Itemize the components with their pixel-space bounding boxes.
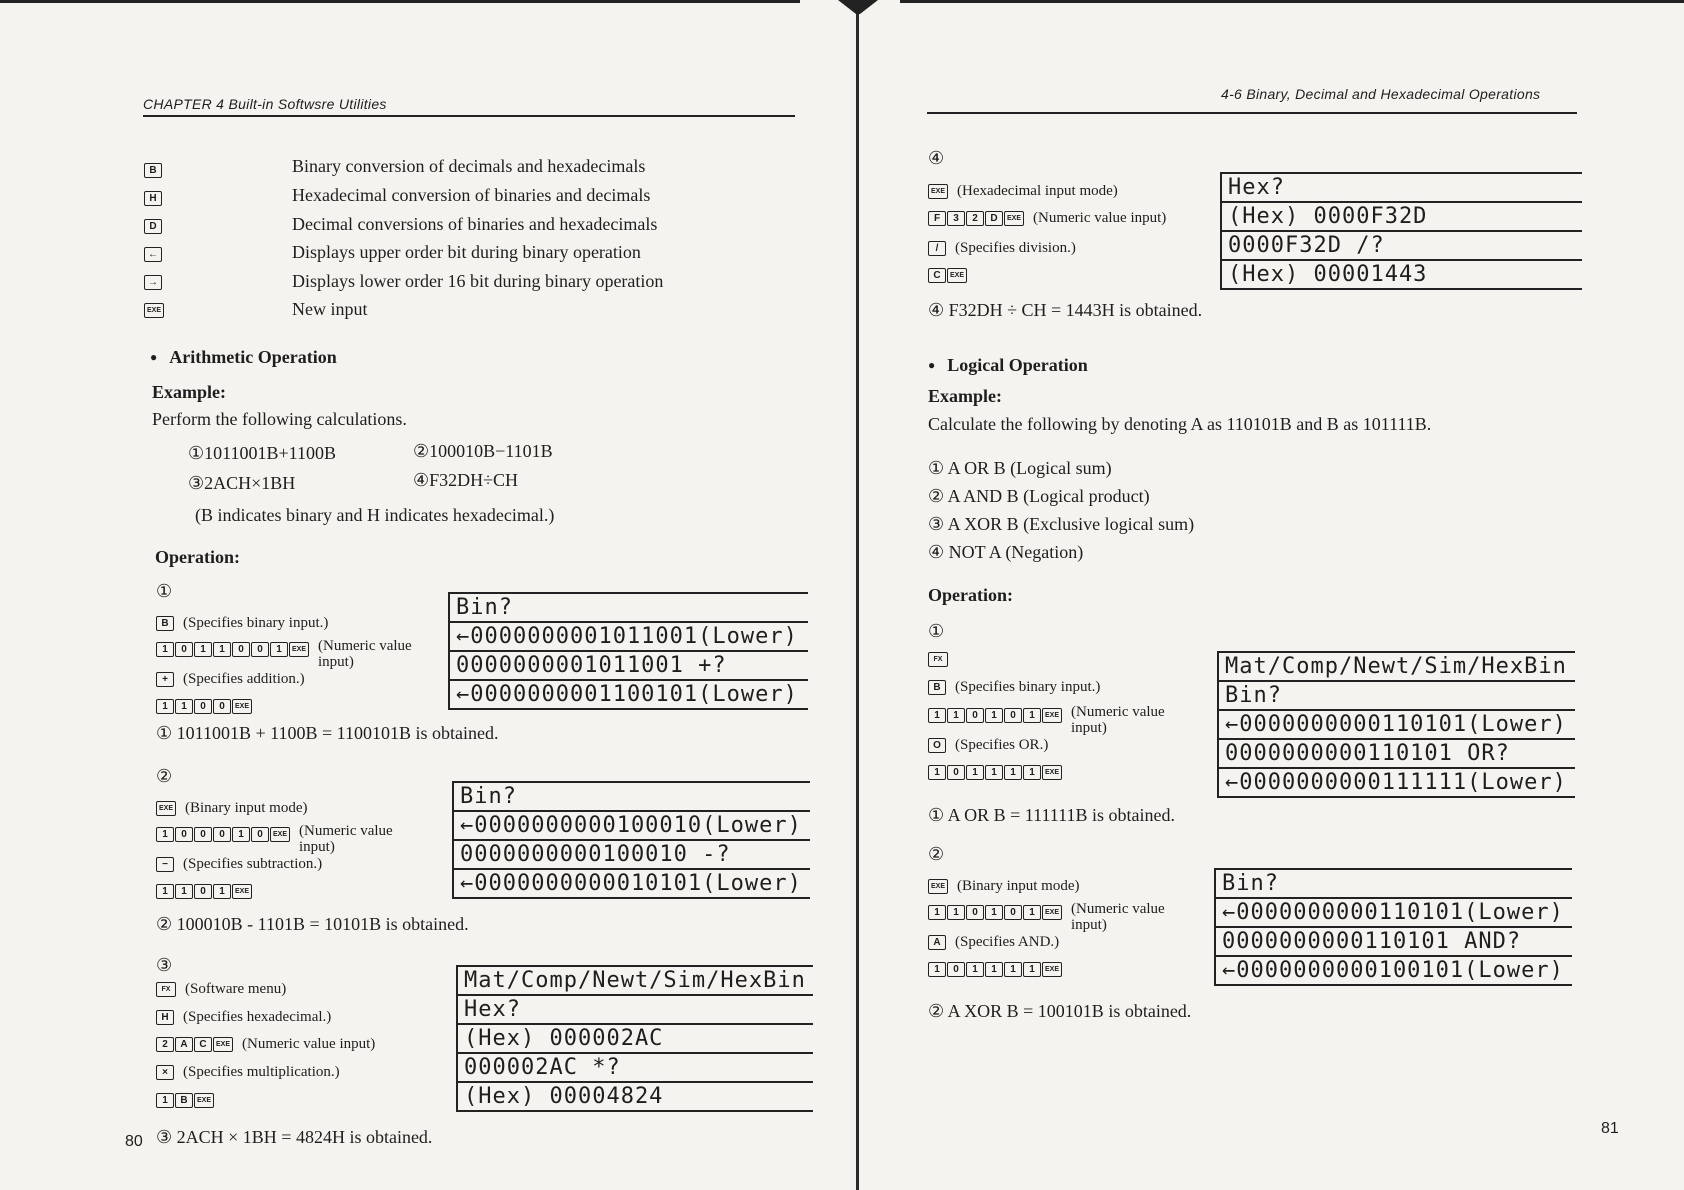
lcd-line: ←0000000000111111(Lower) (1219, 769, 1575, 798)
key-k-icon: C (928, 268, 946, 283)
lcd-line: (Hex) 0000F32D (1222, 203, 1582, 232)
op-number: ① (928, 621, 945, 641)
left-running-header: CHAPTER 4 Built-in Softwsre Utilities (143, 96, 387, 112)
header-rule (927, 112, 1577, 114)
key-k-icon: 1 (1023, 905, 1041, 920)
key-k-icon: 1 (194, 642, 212, 657)
key-exe-icon: EXE (947, 268, 967, 283)
key-k-icon: 0 (232, 642, 250, 657)
key-k-icon: 1 (928, 905, 946, 920)
op-step-0 (928, 877, 1079, 895)
key-k-icon: 1 (985, 962, 1003, 977)
key-exe-icon: EXE (213, 1037, 233, 1052)
key-k-icon: 0 (966, 905, 984, 920)
key-exe-icon: EXE (194, 1093, 214, 1108)
lcd-display (1220, 172, 1582, 290)
lcd-line: (Hex) 000002AC (458, 1025, 813, 1054)
key-exe-icon: EXE (928, 184, 948, 199)
calc-4: ④F32DH÷CH (413, 470, 519, 490)
notation-note: (B indicates binary and H indicates hexadecimal.) (195, 505, 555, 525)
lcd-line: Mat/Comp/Newt/Sim/HexBin (458, 967, 813, 996)
key-icon-0: B (144, 163, 162, 178)
key-k-icon: 0 (947, 765, 965, 780)
key-k-icon: F (928, 211, 946, 226)
key-k-icon: 0 (251, 827, 269, 842)
key-k-icon: B (156, 616, 174, 631)
lcd-line: (Hex) 00001443 (1222, 261, 1582, 290)
lcd-line: Mat/Comp/Newt/Sim/HexBin (1219, 653, 1575, 682)
key-exe-icon: EXE (1042, 962, 1062, 977)
key-k-icon: 1 (1004, 962, 1022, 977)
op-number: ④ (928, 148, 945, 168)
lcd-line: ←0000000001011001(Lower) (450, 623, 808, 652)
key-k-icon: 1 (1023, 962, 1041, 977)
op-step-2 (928, 239, 1076, 257)
op-step-0 (156, 980, 286, 998)
example-label: Example: (928, 386, 1002, 406)
op-step-desc: (Specifies binary input.) (955, 678, 1101, 695)
op-step-1 (928, 903, 1179, 933)
key-k-icon: 1 (156, 884, 174, 899)
op-step-desc: (Hexadecimal input mode) (957, 182, 1118, 199)
lcd-line: Bin? (1216, 870, 1572, 899)
key-exe-icon: EXE (1042, 708, 1062, 723)
lcd-line: ←0000000000110101(Lower) (1216, 899, 1572, 928)
key-k-icon: 1 (928, 962, 946, 977)
op-result: ① A OR B = 111111B is obtained. (928, 805, 1175, 825)
op-step-1 (928, 678, 1100, 696)
key-exe-icon: EXE (1042, 905, 1062, 920)
op-step-desc: (Specifies AND.) (955, 933, 1060, 950)
lcd-display (1214, 868, 1572, 986)
key-k-icon: 1 (966, 765, 984, 780)
lcd-line: Hex? (458, 996, 813, 1025)
op-number: ② (928, 844, 945, 864)
page-number-left: 80 (125, 1133, 143, 1150)
op-result: ② 100010B - 1101B = 10101B is obtained. (156, 914, 469, 934)
key-icon-2: D (144, 219, 162, 234)
op-step-3 (156, 882, 253, 900)
calc-3: ③2ACH×1BH (188, 473, 296, 493)
key-icon-5: EXE (144, 303, 164, 318)
key-k-icon: 0 (194, 699, 212, 714)
lcd-display (1217, 651, 1575, 798)
key-k-icon: 0 (1004, 905, 1022, 920)
op-step-1 (928, 209, 1166, 227)
key-k-icon: O (928, 738, 946, 753)
key-exe-icon: EXE (289, 642, 309, 657)
op-step-3 (928, 736, 1048, 754)
op-step-desc: (Numeric value input) (242, 1035, 376, 1052)
key-k-icon: 0 (947, 962, 965, 977)
key-k-icon: 1 (156, 827, 174, 842)
key-k-icon: 1 (928, 765, 946, 780)
key-k-icon: 2 (156, 1037, 174, 1052)
key-desc-3: Displays upper order bit during binary operation (292, 242, 641, 263)
op-step-0 (928, 650, 949, 668)
key-k-icon: + (156, 672, 174, 687)
op-step-desc: (Numeric value input) (1071, 704, 1165, 736)
key-exe-icon: EXE (232, 699, 252, 714)
key-k-icon: 0 (175, 827, 193, 842)
key-k-icon: A (175, 1037, 193, 1052)
lcd-line: Bin? (1219, 682, 1575, 711)
operation-label: Operation: (155, 547, 240, 567)
key-k-icon: 1 (175, 884, 193, 899)
key-k-icon: 0 (251, 642, 269, 657)
op-step-0 (156, 799, 307, 817)
op-step-0 (156, 614, 328, 632)
lcd-line: (Hex) 00004824 (458, 1083, 813, 1112)
op-step-1 (156, 640, 426, 670)
key-k-icon: × (156, 1065, 174, 1080)
lcd-display (456, 965, 813, 1112)
lcd-line: 0000F32D /? (1222, 232, 1582, 261)
op-step-1 (156, 825, 407, 855)
key-k-icon: 3 (947, 211, 965, 226)
op-step-3 (928, 266, 968, 284)
key-k-icon: 0 (1004, 708, 1022, 723)
key-k-icon: 1 (1004, 765, 1022, 780)
op-step-desc: (Software menu) (185, 980, 287, 997)
lcd-line: 0000000001011001 +? (450, 652, 808, 681)
key-icon-3: ← (144, 247, 162, 262)
key-icon-1: H (144, 191, 162, 206)
op-result: ③ 2ACH × 1BH = 4824H is obtained. (156, 1127, 433, 1147)
lcd-line: 000002AC *? (458, 1054, 813, 1083)
key-k-icon: 1 (175, 699, 193, 714)
key-k-icon: 1 (966, 962, 984, 977)
key-k-icon: 0 (213, 699, 231, 714)
key-k-icon: 0 (966, 708, 984, 723)
lcd-line: ←0000000000110101(Lower) (1219, 711, 1575, 740)
lcd-display (452, 781, 810, 899)
logic-item-2: ③ A XOR B (Exclusive logical sum) (928, 514, 1195, 534)
lcd-line: 0000000000110101 OR? (1219, 740, 1575, 769)
key-k-icon: 1 (947, 905, 965, 920)
op-step-2 (156, 1035, 375, 1053)
key-k-icon: − (156, 857, 174, 872)
key-k-icon: 1 (156, 699, 174, 714)
op-step-3 (156, 1063, 340, 1081)
op-step-desc: (Specifies subtraction.) (183, 855, 323, 872)
lcd-line: Hex? (1222, 174, 1582, 203)
key-k-icon: 1 (270, 642, 288, 657)
key-k-icon: B (175, 1093, 193, 1108)
example-label: Example: (152, 382, 226, 402)
lcd-line: 0000000000110101 AND? (1216, 928, 1572, 957)
lcd-display (448, 592, 808, 710)
logic-item-3: ④ NOT A (Negation) (928, 542, 1084, 562)
op-number: ① (156, 581, 173, 601)
op-step-0 (928, 182, 1118, 200)
key-exe-icon: EXE (928, 879, 948, 894)
op-step-desc: (Binary input mode) (957, 877, 1080, 894)
key-k-icon: 0 (194, 827, 212, 842)
key-k-icon: D (985, 211, 1003, 226)
key-desc-0: Binary conversion of decimals and hexadecimals (292, 156, 646, 177)
op-step-desc: (Specifies addition.) (183, 670, 305, 687)
op-step-desc: (Specifies division.) (955, 239, 1076, 256)
key-k-icon: / (928, 241, 946, 256)
key-fx-icon: FX (156, 982, 176, 997)
lcd-line: ←0000000000010101(Lower) (454, 870, 810, 899)
op-step-desc: (Specifies OR.) (955, 736, 1049, 753)
right-running-header: 4-6 Binary, Decimal and Hexadecimal Operations (1221, 86, 1541, 102)
lcd-line: Bin? (454, 783, 810, 812)
op-step-desc: (Numeric value input) (299, 823, 393, 855)
section-title: ● Arithmetic Operation (150, 347, 337, 368)
key-exe-icon: EXE (156, 801, 176, 816)
key-k-icon: 1 (985, 905, 1003, 920)
logic-item-0: ① A OR B (Logical sum) (928, 458, 1112, 478)
key-k-icon: 1 (213, 884, 231, 899)
logic-item-1: ② A AND B (Logical product) (928, 486, 1150, 506)
example-intro: Calculate the following by denoting A as 110101B and B as 101111B. (928, 414, 1432, 434)
op-step-1 (156, 1008, 331, 1026)
key-exe-icon: EXE (270, 827, 290, 842)
op-step-3 (928, 960, 1063, 978)
key-desc-2: Decimal conversions of binaries and hexadecimals (292, 213, 658, 234)
op-step-2 (156, 670, 305, 688)
key-fx-icon: FX (928, 652, 948, 667)
key-k-icon: 1 (928, 708, 946, 723)
op-step-desc: (Specifies hexadecimal.) (183, 1008, 332, 1025)
op-step-desc: (Numeric value input) (318, 638, 412, 670)
key-k-icon: H (156, 1010, 174, 1025)
op-step-4 (156, 1091, 215, 1109)
lcd-line: ←0000000000100010(Lower) (454, 812, 810, 841)
key-desc-5: New input (292, 299, 368, 320)
op-step-desc: (Binary input mode) (185, 799, 308, 816)
example-intro: Perform the following calculations. (152, 409, 407, 429)
key-exe-icon: EXE (232, 884, 252, 899)
header-rule (143, 115, 795, 117)
book-spine (856, 0, 859, 1190)
key-k-icon: A (928, 935, 946, 950)
op-step-3 (156, 697, 253, 715)
key-k-icon: 1 (232, 827, 250, 842)
op-step-desc: (Specifies binary input.) (183, 614, 329, 631)
lcd-line: ←0000000000100101(Lower) (1216, 957, 1572, 986)
op-step-2 (156, 855, 322, 873)
key-k-icon: 1 (985, 708, 1003, 723)
op-number: ③ (156, 955, 173, 975)
operation-label: Operation: (928, 585, 1013, 605)
key-k-icon: C (194, 1037, 212, 1052)
right-page (860, 0, 1684, 1190)
key-k-icon: 0 (194, 884, 212, 899)
op-step-desc: (Numeric value input) (1033, 209, 1167, 226)
lcd-line: Bin? (450, 594, 808, 623)
op-step-4 (928, 763, 1063, 781)
key-desc-4: Displays lower order 16 bit during binary operation (292, 270, 664, 291)
op-result: ② A XOR B = 100101B is obtained. (928, 1001, 1192, 1021)
key-k-icon: 0 (175, 642, 193, 657)
section-title: ● Logical Operation (928, 355, 1088, 376)
key-k-icon: 1 (1023, 708, 1041, 723)
op-number: ② (156, 766, 173, 786)
op-result: ④ F32DH ÷ CH = 1443H is obtained. (928, 300, 1203, 320)
op-step-2 (928, 933, 1059, 951)
key-desc-1: Hexadecimal conversion of binaries and decimals (292, 185, 651, 205)
page-number-right: 81 (1601, 1120, 1619, 1137)
key-icon-4: → (144, 275, 162, 290)
calc-1: ①1011001B+1100B (188, 443, 336, 463)
op-step-desc: (Numeric value input) (1071, 901, 1165, 933)
key-k-icon: 2 (966, 211, 984, 226)
key-exe-icon: EXE (1004, 211, 1024, 226)
key-k-icon: 1 (156, 1093, 174, 1108)
key-k-icon: 1 (213, 642, 231, 657)
lcd-line: 0000000000100010 -? (454, 841, 810, 870)
op-step-desc: (Specifies multiplication.) (183, 1063, 340, 1080)
key-k-icon: 1 (985, 765, 1003, 780)
key-exe-icon: EXE (1042, 765, 1062, 780)
key-k-icon: 1 (1023, 765, 1041, 780)
key-k-icon: 1 (947, 708, 965, 723)
calc-2: ②100010B−1101B (413, 441, 553, 461)
key-k-icon: 1 (156, 642, 174, 657)
op-result: ① 1011001B + 1100B = 1100101B is obtained. (156, 723, 499, 743)
key-k-icon: 0 (213, 827, 231, 842)
key-k-icon: B (928, 680, 946, 695)
op-step-2 (928, 706, 1179, 736)
lcd-line: ←0000000001100101(Lower) (450, 681, 808, 710)
